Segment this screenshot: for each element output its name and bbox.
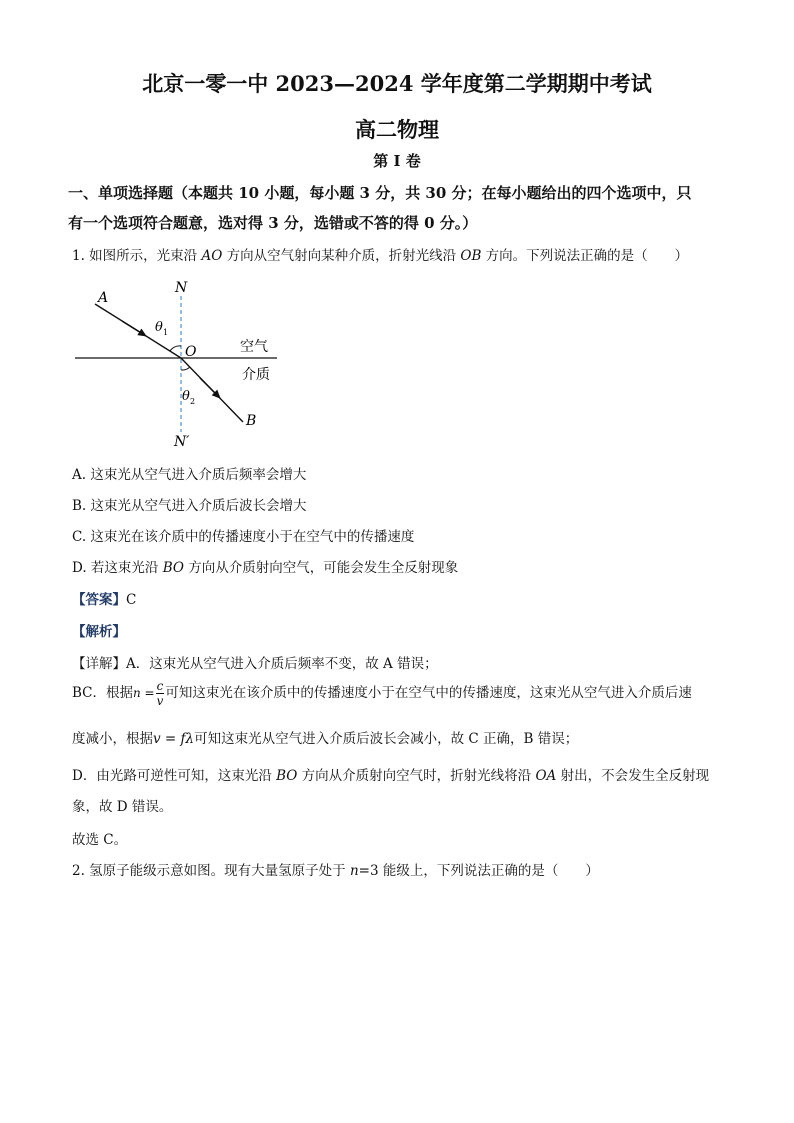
bc-formula-fraction — [156, 679, 165, 708]
bc2-post: 可知这束光从空气进入介质后波长会减小，故 C 正确，B 错误； — [194, 731, 579, 747]
d1-mid: 方向从介质射向空气时，折射光线将沿 — [297, 768, 536, 784]
bc-formula-den: v — [156, 694, 164, 708]
label-b: B — [246, 413, 257, 429]
q1-stem-c: 方向。下列说法正确的是（ ） — [481, 248, 689, 264]
option-d-post: 方向从介质射向空气，可能会发生全反射现象 — [183, 560, 459, 576]
option-a: A. 这束光从空气进入介质后频率会增大 — [72, 467, 307, 483]
detail-bc-line1 — [72, 679, 692, 708]
q1-stem-a: 1. 如图所示，光束沿 — [72, 248, 202, 264]
theta2-arc — [181, 367, 190, 370]
medium-label: 介质 — [242, 367, 270, 383]
section-heading — [68, 178, 728, 238]
q1-stem-ob: OB — [460, 248, 482, 264]
bc2-formula: v = fλ — [153, 731, 195, 747]
volume-label: 第 I 卷 — [373, 152, 421, 170]
answer-line — [72, 588, 136, 608]
bc-pre: BC．根据 — [72, 685, 134, 701]
detail-tag: 【详解】 — [72, 656, 126, 672]
bc-post: 可知这束光在该介质中的传播速度小于在空气中的传播速度，这束光从空气进入介质后速 — [165, 685, 692, 701]
analysis-tag: 【解析】 — [72, 624, 126, 640]
d1-post: 射出，不会发生全反射现 — [556, 768, 710, 784]
subject-title: 高二物理 — [355, 117, 439, 142]
conclusion-line: 故选 C。 — [72, 832, 128, 848]
refracted-arrow — [200, 378, 220, 398]
theta2-label: θ — [182, 389, 190, 404]
bc2-pre: 度减小，根据 — [72, 731, 153, 747]
detail-d-line1 — [72, 764, 709, 784]
detail-a-line — [72, 652, 438, 672]
d1-pre: D．由光路可逆性可知，这束光沿 — [72, 768, 277, 784]
theta1-label: θ — [155, 320, 163, 335]
section-heading-line1: 一、单项选择题（本题共 10 小题，每小题 3 分，共 30 分；在每小题给出的四个选项中，只 — [68, 184, 692, 202]
detail-d-line2: 象，故 D 错误。 — [72, 799, 173, 815]
label-a: A — [98, 290, 109, 306]
theta1-arc — [170, 346, 181, 351]
q1-stem-b: 方向从空气射向某种介质，折射光线沿 — [222, 248, 461, 264]
q2-stem-n: n — [349, 863, 359, 879]
option-b: B. 这束光从空气进入介质后波长会增大 — [72, 498, 307, 514]
detail-a-text: A．这束光从空气进入介质后频率不变，故 A 错误； — [126, 656, 438, 672]
theta2-subscript: 2 — [190, 397, 196, 406]
incident-arrow — [122, 321, 146, 336]
question-2-stem — [72, 859, 599, 879]
bc-formula-num: c — [156, 679, 164, 693]
option-d — [72, 556, 458, 576]
label-n-prime: N′ — [174, 434, 190, 448]
answer-value: C — [126, 592, 137, 608]
q2-stem-pre: 2. 氢原子能级示意如图。现有大量氢原子处于 — [72, 863, 350, 879]
bc-formula-lhs: n = — [133, 686, 155, 700]
option-d-bo: BO — [162, 560, 184, 576]
detail-bc-line2 — [72, 727, 578, 747]
option-c: C. 这束光在该介质中的传播速度小于在空气中的传播速度 — [72, 529, 415, 545]
question-1-stem — [72, 244, 688, 264]
option-d-pre: D. 若这束光沿 — [72, 560, 163, 576]
answer-tag: 【答案】 — [72, 592, 126, 608]
q2-stem-post: =3 能级上，下列说法正确的是（ ） — [358, 863, 599, 879]
exam-title: 北京一零一中 2023—2024 学年度第二学期期中考试 — [142, 71, 652, 96]
q1-stem-ao: AO — [201, 248, 223, 264]
analysis-line — [72, 620, 126, 640]
label-n: N — [175, 280, 188, 296]
section-heading-line2: 有一个选项符合题意，选对得 3 分，选错或不答的得 0 分。） — [68, 214, 478, 232]
refraction-diagram — [70, 276, 290, 448]
theta1-subscript: 1 — [163, 328, 169, 337]
air-label: 空气 — [240, 339, 268, 355]
d1-bo: BO — [276, 768, 298, 784]
label-o: O — [185, 344, 197, 360]
d1-oa: OA — [535, 768, 557, 784]
